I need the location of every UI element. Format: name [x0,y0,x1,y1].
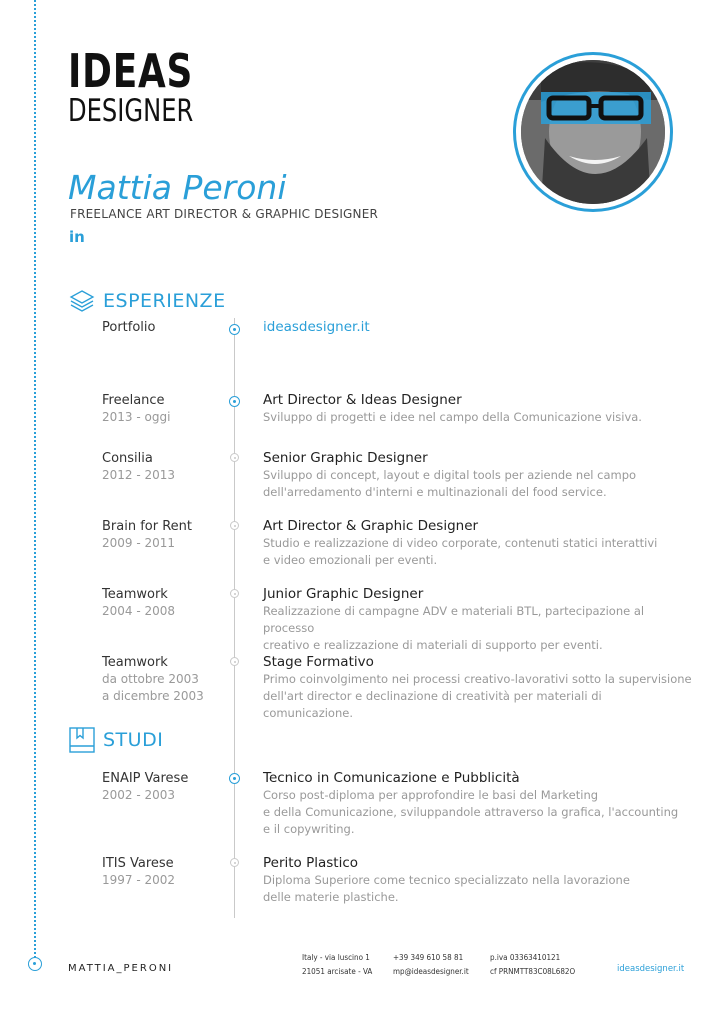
job-desc: dell'art director e declinazione di creatività per materiali di comunicazione. [263,689,602,720]
logo-line2: DESIGNER [68,93,194,129]
job-desc: Realizzazione di campagne ADV e materiali BTL, partecipazione al processo [263,604,645,635]
address-line: Italy - via luscino 1 [302,953,370,962]
experience-company [102,392,170,426]
address-line: 21051 arcisate - VA [302,967,373,976]
lightbulb-icon [28,957,42,971]
profile-role: FREELANCE ART DIRECTOR & GRAPHIC DESIGNER [70,207,379,221]
profile-name: Mattia Peroni [68,168,287,207]
study-detail [263,770,693,838]
experience-detail [263,518,693,569]
timeline-node [230,657,239,666]
studies-title: STUDI [103,729,164,751]
job-desc: dell'arredamento d'interni e multinazionali del food service. [263,485,607,499]
study-school [102,770,188,804]
job-desc: Sviluppo di concept, layout e digital tools per aziende nel campo [263,468,637,482]
experience-detail [263,392,693,426]
company-name: Brain for Rent [102,519,193,534]
experience-company [102,654,204,705]
school-name: ITIS Varese [102,856,174,871]
study-desc: Diploma Superiore come tecnico specializzato nella lavorazione [263,873,630,887]
period: 2012 - 2013 [102,468,176,482]
job-desc: e video emozionali per eventi. [263,553,438,567]
phone[interactable]: +39 349 610 58 81 [393,953,464,962]
job-title: Stage Formativo [263,654,374,670]
period: a dicembre 2003 [102,689,204,703]
layers-icon [68,288,96,314]
logo [68,44,229,129]
experience-company [102,518,192,552]
portfolio-link[interactable]: ideasdesigner.it [263,319,370,335]
footer-contact [393,951,469,979]
experience-company [102,450,175,484]
email[interactable]: mp@ideasdesigner.it [393,967,469,976]
job-title: Art Director & Graphic Designer [263,518,479,534]
job-desc: creativo e realizzazione di materiali di supporto per eventi. [263,638,603,652]
timeline-node [230,589,239,598]
study-desc: delle materie plastiche. [263,890,399,904]
footer-website-link[interactable]: ideasdesigner.it [617,964,685,974]
experience-heading [68,288,226,314]
period: da ottobre 2003 [102,672,199,686]
portrait-illustration [521,60,665,204]
job-desc: Studio e realizzazione di video corporate, contenuti statici interattivi [263,536,658,550]
company-name: Freelance [102,393,165,408]
left-dotted-line [34,0,36,958]
job-desc: Primo coinvolgimento nei processi creativo-lavorativi sotto la supervisione [263,672,692,686]
study-title: Perito Plastico [263,855,359,871]
profile-photo [521,60,665,204]
study-detail [263,855,693,906]
tax-code: cf PRNMTT83C08L682O [490,967,576,976]
timeline-node [229,324,240,335]
job-desc: Sviluppo di progetti e idee nel campo della Comunicazione visiva. [263,410,642,424]
timeline-node [229,773,240,784]
study-desc: e della Comunicazione, sviluppandole attraverso la grafica, l'accounting [263,805,679,819]
footer-address [302,951,372,979]
experience-detail [263,450,693,501]
book-icon [68,726,96,754]
period: 2004 - 2008 [102,604,176,618]
period: 2009 - 2011 [102,536,176,550]
company-name: Teamwork [102,587,168,602]
study-desc: Corso post-diploma per approfondire le basi del Marketing [263,788,599,802]
portfolio-label: Portfolio [102,320,156,335]
job-title: Senior Graphic Designer [263,450,428,466]
period: 2002 - 2003 [102,788,176,802]
profile-photo-frame [513,52,673,212]
company-name: Consilia [102,451,153,466]
study-school [102,855,175,889]
period: 2013 - oggi [102,410,171,424]
footer-tax [490,951,575,979]
timeline-node [230,858,239,867]
period: 1997 - 2002 [102,873,176,887]
linkedin-icon[interactable]: in [69,228,85,246]
experience-title: ESPERIENZE [103,290,226,312]
job-title: Junior Graphic Designer [263,586,424,602]
experience-detail [263,654,693,722]
job-title: Art Director & Ideas Designer [263,392,462,408]
experience-company [102,586,175,620]
vat-number: p.iva 03363410121 [490,953,561,962]
timeline-line [234,318,235,918]
school-name: ENAIP Varese [102,771,189,786]
company-name: Teamwork [102,655,168,670]
experience-detail [263,586,693,654]
timeline-node [230,521,239,530]
study-title: Tecnico in Comunicazione e Pubblicità [263,770,520,786]
timeline-node [229,396,240,407]
footer-name: MATTIA_PERONI [68,963,174,974]
studies-heading [68,726,163,754]
portfolio-row [263,319,693,336]
study-desc: e il copywriting. [263,822,355,836]
logo-line1: IDEAS [68,44,194,98]
timeline-node [230,453,239,462]
